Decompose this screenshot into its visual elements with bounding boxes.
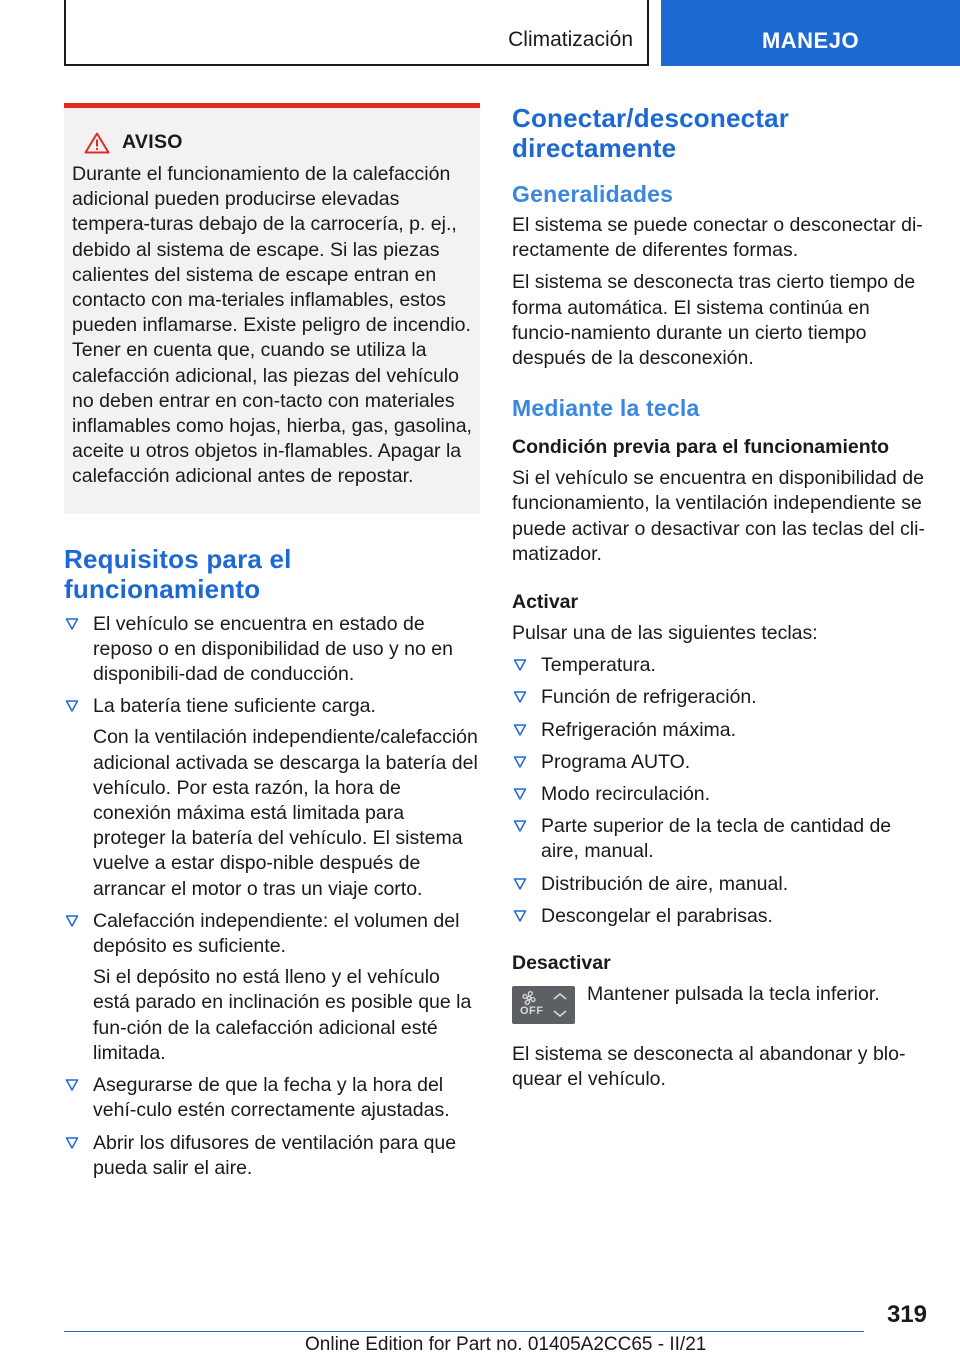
list-item: [512, 653, 932, 678]
list-item-text: Función de refrigeración.: [541, 686, 757, 709]
key-heading: Mediante la tecla: [512, 395, 700, 422]
list-item-note: Con la ventilación independiente/calefacción adicional activada se descarga la batería del vehículo. Por esta razón, la hora de conexión máxima está limitada para proteger la batería del vehículo. El sistema vuelve a estar dispo-nible después de arrancar el motor o tras un viaje corto.: [93, 726, 478, 900]
list-item-text: Programa AUTO.: [541, 750, 691, 773]
list-item: [512, 718, 932, 743]
list-item: [64, 1131, 480, 1181]
off-label: OFF: [520, 1005, 544, 1018]
activate-intro: Pulsar una de las siguientes teclas:: [512, 622, 818, 645]
condition-heading: Condición previa para el funcionamiento: [512, 436, 890, 459]
list-item-text: Refrigeración máxima.: [541, 718, 737, 741]
list-item-text: Asegurarse de que la fecha y la hora del vehí-culo estén correctamente ajustadas.: [93, 1074, 450, 1122]
list-item-note: Si el depósito no está lleno y el vehículo está parado en inclinación es posible que la fun-ción de la calefacción adicional esté limitada.: [93, 966, 472, 1064]
footer-edition: Online Edition for Part no. 01405A2CC65 - II/21: [305, 1334, 707, 1355]
list-item: [512, 685, 932, 710]
activate-heading: Activar: [512, 591, 579, 614]
list-item: [512, 750, 932, 775]
triangle-bullet-icon: [65, 1136, 79, 1150]
header-chapter-tab[interactable]: [661, 0, 960, 66]
list-item: [64, 909, 480, 1066]
deactivate-heading: Desactivar: [512, 952, 611, 975]
list-item: [512, 872, 932, 897]
deactivate-text: Mantener pulsada la tecla inferior.: [587, 983, 880, 1006]
right-column: [512, 103, 932, 1092]
header-chapter-label: MANEJO: [761, 28, 860, 53]
condition-text: Si el vehículo se encuentra en disponibilidad de funcionamiento, la ventilación independiente se puede activar o desactivar con las teclas del cli-matizador.: [512, 467, 925, 565]
triangle-bullet-icon: [513, 787, 527, 801]
fan-icon: [518, 990, 540, 1006]
warning-text: Durante el funcionamiento de la calefacción adicional pueden producirse elevadas tempera-turas debajo de la carrocería, p. ej., debido al sistema de escape. Si las piezas calientes del sistema de escape entran en contacto con ma-teriales inflamables, estos pueden inflamarse. Existe peligro de incendio. Tener en cuenta que, cuando se utiliza la calefacción adicional, las piezas del vehículo no deben entrar en con-tacto con materiales inflamables como hojas, hierba, gas, gasolina, aceite u otros objetos in-flamables. Apagar la calefacción adicional antes de repostar.: [72, 163, 472, 488]
warning-box: [64, 103, 480, 514]
list-item: [512, 782, 932, 807]
header-section-box: [64, 0, 649, 66]
triangle-bullet-icon: [513, 755, 527, 769]
triangle-bullet-icon: [513, 819, 527, 833]
triangle-bullet-icon: [65, 914, 79, 928]
general-paragraph-2: El sistema se desconecta tras cierto tiempo de forma automática. El sistema continúa en funcio-namiento durante un cierto tiempo después de la desconexión.: [512, 271, 916, 370]
list-item: [64, 612, 480, 688]
list-item-text: Distribución de aire, manual.: [541, 872, 789, 895]
footer-divider: [64, 1331, 864, 1332]
list-item-text: Parte superior de la tecla de cantidad de aire, manual.: [541, 815, 892, 863]
header-section-title: Climatización: [508, 28, 633, 51]
triangle-bullet-icon: [513, 690, 527, 704]
triangle-bullet-icon: [513, 723, 527, 737]
triangle-bullet-icon: [513, 909, 527, 923]
warning-header: [84, 131, 472, 154]
general-heading: Generalidades: [512, 181, 674, 207]
list-item-text: La batería tiene suficiente carga.: [93, 695, 376, 718]
list-item-text: Modo recirculación.: [541, 783, 711, 806]
list-item: [64, 694, 480, 902]
list-item-text: El vehículo se encuentra en estado de reposo o en disponibilidad de uso y no en disponibili-dad de conducción.: [93, 612, 453, 686]
deactivate-note: El sistema se desconecta al abandonar y blo-quear el vehículo.: [512, 1043, 906, 1091]
page-number: 319: [886, 1301, 927, 1328]
triangle-bullet-icon: [65, 617, 79, 631]
requirements-heading: Requisitos para el funcionamiento: [64, 543, 292, 604]
fan-off-button-image: [512, 986, 575, 1024]
list-item-text: Calefacción independiente: el volumen del depósito es suficiente.: [93, 909, 460, 958]
list-item-text: Abrir los difusores de ventilación para que pueda salir el aire.: [93, 1131, 457, 1179]
list-item: [512, 814, 932, 864]
requirements-list: [64, 612, 480, 1181]
left-column: [64, 103, 480, 1188]
list-item: [64, 1073, 480, 1123]
triangle-bullet-icon: [513, 877, 527, 891]
direct-heading: Conectar/desconectar directamente: [512, 103, 790, 163]
triangle-bullet-icon: [65, 699, 79, 713]
triangle-bullet-icon: [513, 658, 527, 672]
chevron-up-down-icon: [551, 991, 569, 1019]
activate-list: [512, 653, 932, 929]
general-paragraph-1: El sistema se puede conectar o desconectar di-rectamente de diferentes formas.: [512, 214, 923, 262]
list-item-text: Descongelar el parabrisas.: [541, 904, 773, 927]
warning-title: AVISO: [122, 131, 183, 153]
warning-triangle-icon: [84, 132, 110, 154]
list-item-text: Temperatura.: [541, 654, 656, 677]
list-item: [512, 904, 932, 929]
triangle-bullet-icon: [65, 1078, 79, 1092]
deactivate-row: [512, 982, 932, 1024]
